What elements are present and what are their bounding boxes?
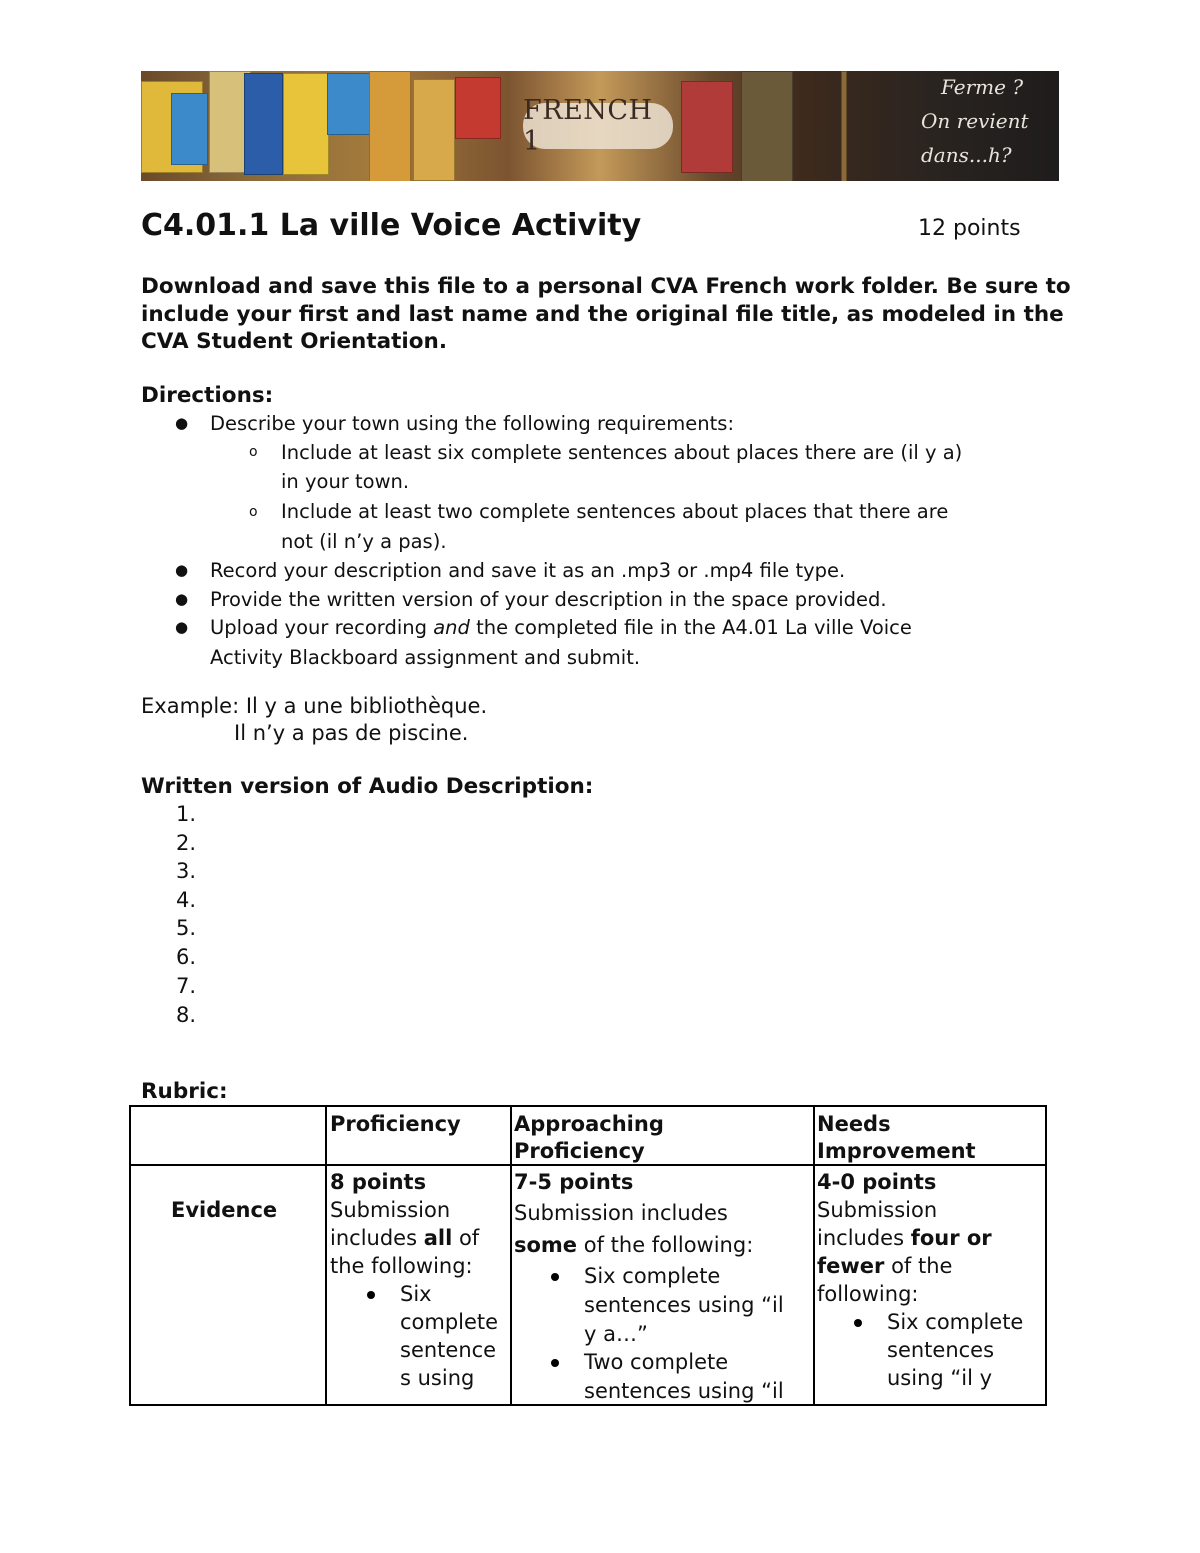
bullet-icon	[367, 1291, 375, 1299]
list-item: Upload your recording and the completed file in the A4.01 La ville Voice	[210, 616, 912, 639]
bullet-icon	[551, 1273, 559, 1281]
list-item-continued: not (il n’y a pas).	[281, 530, 447, 553]
proficiency-text: includes all of	[330, 1226, 480, 1250]
bullet-icon: ●	[175, 618, 189, 636]
list-item: Record your description and save it as an .mp3 or .mp4 file type.	[210, 559, 846, 582]
column-header-approaching-2: Proficiency	[514, 1139, 645, 1163]
bullet-icon: ●	[175, 590, 189, 608]
banner-chalk-line-2: On revient	[921, 109, 1029, 133]
list-item: Include at least two complete sentences about places that there are	[281, 500, 949, 523]
banner-chalk-line-1: Ferme ?	[941, 75, 1024, 99]
needs-bullet: sentences	[887, 1338, 995, 1362]
bullet-icon: ●	[175, 414, 189, 432]
list-item: Provide the written version of your description in the space provided.	[210, 588, 887, 611]
banner-chalk-line-3: dans...h?	[921, 143, 1012, 167]
bullet-icon	[854, 1319, 862, 1327]
needs-bullet: using “il y	[887, 1366, 993, 1390]
table-divider	[325, 1107, 327, 1404]
sub-bullet-icon: o	[249, 444, 258, 460]
answer-number: 8.	[176, 1003, 197, 1027]
approaching-text: Submission includes	[514, 1201, 728, 1225]
column-header-proficiency: Proficiency	[330, 1112, 461, 1136]
proficiency-bullet: s using	[400, 1366, 475, 1390]
approaching-bullet: sentences using “il	[584, 1379, 784, 1403]
needs-bullet: Six complete	[887, 1310, 1024, 1334]
list-item-continued: in your town.	[281, 470, 410, 493]
approaching-text: some of the following:	[514, 1233, 754, 1257]
row-label-evidence: Evidence	[171, 1198, 278, 1222]
answer-number: 1.	[176, 802, 197, 826]
needs-points: 4-0 points	[817, 1170, 937, 1194]
sub-bullet-icon: o	[249, 504, 258, 520]
answer-number: 6.	[176, 945, 197, 969]
instructions-paragraph: Download and save this file to a personal CVA French work folder. Be sure to include your first and last name and the original file title, as modeled in the CVA Student Orientation.	[141, 274, 1071, 354]
table-divider	[510, 1107, 512, 1404]
points-value: 12 points	[918, 216, 1021, 241]
page-title: C4.01.1 La ville Voice Activity	[141, 208, 642, 243]
banner-title: FRENCH 1	[523, 95, 653, 157]
banner-title-badge	[523, 95, 673, 157]
bullet-icon	[551, 1359, 559, 1367]
needs-text: fewer of the	[817, 1254, 953, 1278]
answer-number: 3.	[176, 859, 197, 883]
list-item-continued: Activity Blackboard assignment and submit.	[210, 646, 641, 669]
approaching-bullet: sentences using “il	[584, 1293, 784, 1317]
proficiency-points: 8 points	[330, 1170, 427, 1194]
list-item: Describe your town using the following requirements:	[210, 412, 735, 435]
proficiency-text: Submission	[330, 1198, 451, 1222]
answer-number: 5.	[176, 916, 197, 940]
column-header-needs: Needs	[817, 1112, 891, 1136]
written-version-heading: Written version of Audio Description:	[141, 774, 594, 799]
header-banner-image	[141, 71, 1059, 181]
example-line-2: Il n’y a pas de piscine.	[234, 721, 469, 745]
proficiency-bullet: Six	[400, 1282, 432, 1306]
list-item: Include at least six complete sentences about places there are (il y a)	[281, 441, 963, 464]
answer-number: 7.	[176, 974, 197, 998]
proficiency-text: the following:	[330, 1254, 473, 1278]
table-divider	[813, 1107, 815, 1404]
approaching-bullet: y a…”	[584, 1322, 648, 1346]
approaching-bullet: Two complete	[584, 1350, 729, 1374]
needs-text: includes four or	[817, 1226, 992, 1250]
directions-heading: Directions:	[141, 383, 274, 408]
bullet-icon: ●	[175, 561, 189, 579]
approaching-points: 7-5 points	[514, 1170, 634, 1194]
needs-text: Submission	[817, 1198, 938, 1222]
column-header-approaching: Approaching	[514, 1112, 664, 1136]
approaching-bullet: Six complete	[584, 1264, 721, 1288]
answer-number: 2.	[176, 831, 197, 855]
rubric-table	[129, 1105, 1047, 1406]
needs-text: following:	[817, 1282, 919, 1306]
proficiency-bullet: complete	[400, 1310, 499, 1334]
example-line-1: Example: Il y a une bibliothèque.	[141, 694, 488, 718]
answer-number: 4.	[176, 888, 197, 912]
proficiency-bullet: sentence	[400, 1338, 497, 1362]
rubric-heading: Rubric:	[141, 1079, 228, 1104]
column-header-needs-2: Improvement	[817, 1139, 976, 1163]
